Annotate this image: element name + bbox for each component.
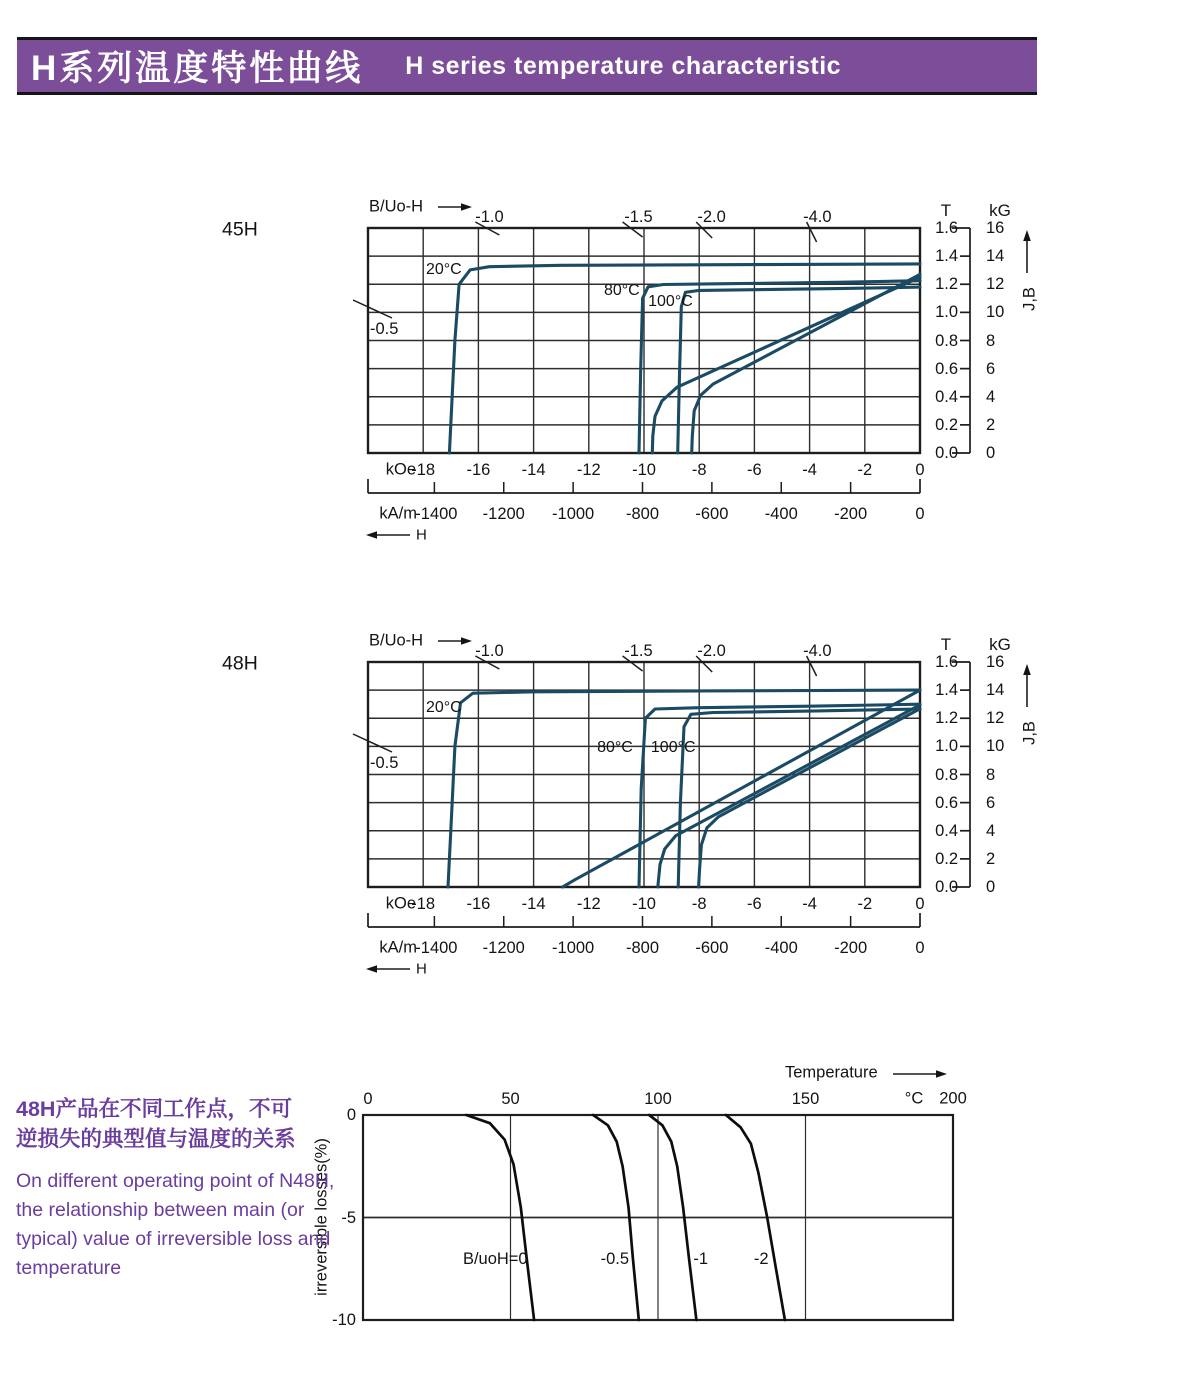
- demagnetization-chart-45H: [0, 185, 1200, 555]
- tesla-tick-label: 0.6: [935, 793, 958, 812]
- kam-tick-label: -1000: [552, 938, 595, 957]
- kam-tick-label: -800: [625, 504, 660, 523]
- header-banner: [17, 37, 1037, 95]
- koe-tick-label: 0: [915, 460, 925, 479]
- operating-point-label: B/uoH=0: [462, 1249, 528, 1268]
- tesla-tick-label: 1.0: [935, 737, 958, 756]
- kam-tick-label: -1200: [482, 938, 525, 957]
- kilogauss-tick-label: 10: [986, 303, 1005, 322]
- jb-axis-label: J,B: [1020, 287, 1039, 311]
- koe-tick-label: -10: [632, 894, 656, 913]
- kilogauss-tick-label: 10: [986, 737, 1005, 756]
- koe-tick-label: -8: [691, 894, 707, 913]
- load-line-label: -4.0: [803, 641, 832, 660]
- kilogauss-tick-label: 0: [986, 877, 996, 896]
- kilogauss-tick-label: 6: [986, 359, 996, 378]
- tesla-tick-label: 1.4: [935, 246, 958, 265]
- tesla-tick-label: 1.4: [935, 680, 958, 699]
- kilogauss-tick-label: 12: [986, 709, 1005, 727]
- temp-curve-label: 80°C: [597, 738, 633, 756]
- grade-label-48H: 48H: [222, 652, 258, 675]
- tesla-tick-label: 1.6: [935, 218, 958, 237]
- kilogauss-tick-label: 12: [986, 275, 1005, 293]
- koe-tick-label: -8: [691, 460, 707, 479]
- kilogauss-tick-label: 0: [986, 443, 996, 462]
- jb-axis-label: J,B: [1020, 721, 1039, 745]
- loss-tick-label: -10: [332, 1310, 356, 1329]
- tesla-tick-label: 0.2: [935, 415, 958, 434]
- tesla-tick-label: 0.0: [935, 443, 958, 462]
- celsius-unit-label: °C: [904, 1089, 924, 1108]
- description-en-line2: the relationship between main (or: [16, 1199, 305, 1221]
- h-axis-label: H: [416, 960, 427, 978]
- operating-point-label: -1: [693, 1249, 709, 1268]
- temperature-tick-label: 50: [501, 1089, 520, 1108]
- kilogauss-tick-label: 14: [986, 680, 1005, 699]
- koe-unit-label: kOe: [385, 894, 416, 913]
- kilogauss-tick-label: 8: [986, 331, 996, 350]
- loss-tick-label: -5: [341, 1208, 356, 1227]
- operating-point-label: -2: [753, 1249, 769, 1268]
- koe-unit-label: kOe: [385, 460, 416, 479]
- koe-tick-label: -6: [747, 894, 762, 913]
- kam-tick-label: -200: [834, 938, 868, 957]
- koe-tick-label: -12: [576, 460, 601, 479]
- kam-tick-label: -1400: [415, 938, 458, 957]
- kilogauss-tick-label: 8: [986, 765, 996, 784]
- koe-tick-label: -6: [747, 460, 762, 479]
- b-uo-h-axis-label: B/Uo-H: [369, 197, 424, 216]
- description-en-line1: On different operating point of N48H,: [16, 1170, 335, 1192]
- temp-curve-label: 100°C: [650, 738, 696, 756]
- kilogauss-tick-label: 2: [986, 849, 996, 868]
- load-line-label: -2.0: [697, 207, 726, 226]
- h-axis-label: H: [416, 526, 427, 544]
- kam-tick-label: -400: [764, 938, 798, 957]
- kilogauss-tick-label: 16: [986, 652, 1005, 671]
- temperature-tick-label: 0: [363, 1089, 373, 1108]
- kam-tick-label: -600: [695, 938, 729, 957]
- load-line-label: -1.0: [475, 207, 504, 226]
- kam-tick-label: -1200: [482, 504, 525, 523]
- kam-unit-label: kA/m: [379, 938, 417, 957]
- kam-tick-label: -400: [764, 504, 798, 523]
- kilogauss-tick-label: 4: [986, 387, 996, 406]
- kilogauss-tick-label: 16: [986, 218, 1005, 237]
- chart-48H-canvas: [0, 619, 1200, 989]
- koe-tick-label: -14: [521, 460, 546, 479]
- kilogauss-header: kG: [989, 635, 1011, 654]
- load-line-label: -0.5: [370, 754, 399, 772]
- description-en-line3: typical) value of irreversible loss and: [16, 1228, 331, 1250]
- tesla-tick-label: 0.2: [935, 849, 958, 868]
- tesla-tick-label: 0.8: [935, 765, 958, 784]
- koe-tick-label: -16: [466, 460, 491, 479]
- koe-tick-label: -2: [857, 894, 873, 913]
- kam-tick-label: -1000: [552, 504, 595, 523]
- tesla-tick-label: 1.2: [935, 275, 958, 293]
- temperature-tick-label: 150: [791, 1089, 820, 1108]
- operating-point-label: -0.5: [600, 1249, 630, 1268]
- koe-tick-label: -2: [857, 460, 873, 479]
- koe-tick-label: -4: [802, 460, 817, 479]
- b-uo-h-axis-label: B/Uo-H: [369, 631, 424, 650]
- page-title-zh: H系列温度特性曲线: [31, 49, 364, 88]
- description-zh: [16, 1094, 336, 1154]
- koe-tick-label: -4: [802, 894, 817, 913]
- tesla-tick-label: 1.2: [935, 709, 958, 727]
- loss-tick-label: 0: [346, 1105, 356, 1124]
- temperature-axis-label: Temperature: [785, 1063, 878, 1082]
- temp-curve-label: 100°C: [648, 292, 693, 310]
- load-line-label: -0.5: [370, 320, 399, 338]
- koe-tick-label: 0: [915, 894, 925, 913]
- kilogauss-header: kG: [989, 201, 1011, 220]
- description-en-line4: temperature: [16, 1257, 122, 1279]
- kam-tick-label: -800: [625, 938, 660, 957]
- koe-tick-label: -10: [632, 460, 656, 479]
- kilogauss-tick-label: 2: [986, 415, 996, 434]
- kam-tick-label: 0: [915, 938, 925, 957]
- tesla-tick-label: 0.8: [935, 331, 958, 350]
- kilogauss-tick-label: 4: [986, 821, 996, 840]
- koe-tick-label: -18: [411, 894, 436, 913]
- irreversible-losses-axis-label: irreversible losses(%): [312, 1138, 331, 1296]
- kam-unit-label: kA/m: [379, 504, 417, 523]
- description-en: [16, 1167, 336, 1283]
- tesla-tick-label: 1.0: [935, 303, 958, 322]
- tesla-tick-label: 1.6: [935, 652, 958, 671]
- temperature-tick-label: 100: [644, 1089, 672, 1108]
- temp-curve-label: 20°C: [425, 261, 462, 279]
- load-line-label: -1.5: [624, 641, 653, 660]
- tesla-tick-label: 0.4: [935, 821, 958, 840]
- load-line-label: -1.5: [624, 207, 653, 226]
- grade-label-45H: 45H: [222, 218, 258, 241]
- load-line-label: -1.0: [475, 641, 504, 660]
- tesla-header: T: [940, 201, 952, 220]
- tesla-tick-label: 0.4: [935, 387, 958, 406]
- description-block: [16, 1094, 336, 1283]
- tesla-tick-label: 0.6: [935, 359, 958, 378]
- kam-tick-label: -1400: [415, 504, 458, 523]
- x-max-tick-label: 200: [939, 1089, 967, 1108]
- description-zh-line2: 逆损失的典型值与温度的关系: [16, 1127, 296, 1151]
- temp-curve-label: 20°C: [425, 699, 462, 717]
- demagnetization-chart-48H: [0, 619, 1200, 989]
- kam-tick-label: 0: [915, 504, 925, 523]
- tesla-header: T: [940, 635, 952, 654]
- koe-tick-label: -16: [466, 894, 491, 913]
- chart-45H-canvas: [0, 185, 1200, 555]
- koe-tick-label: -14: [521, 894, 546, 913]
- load-line-label: -2.0: [697, 641, 726, 660]
- koe-tick-label: -18: [411, 460, 436, 479]
- page-title-en: H series temperature characteristic: [405, 51, 842, 80]
- description-zh-line1: 48H产品在不同工作点，不可: [16, 1097, 292, 1121]
- kam-tick-label: -600: [695, 504, 729, 523]
- tesla-tick-label: 0.0: [935, 877, 958, 896]
- load-line-label: -4.0: [803, 207, 832, 226]
- kilogauss-tick-label: 6: [986, 793, 996, 812]
- temp-curve-label: 80°C: [603, 282, 640, 300]
- koe-tick-label: -12: [576, 894, 601, 913]
- kam-tick-label: -200: [834, 504, 868, 523]
- kilogauss-tick-label: 14: [986, 246, 1005, 265]
